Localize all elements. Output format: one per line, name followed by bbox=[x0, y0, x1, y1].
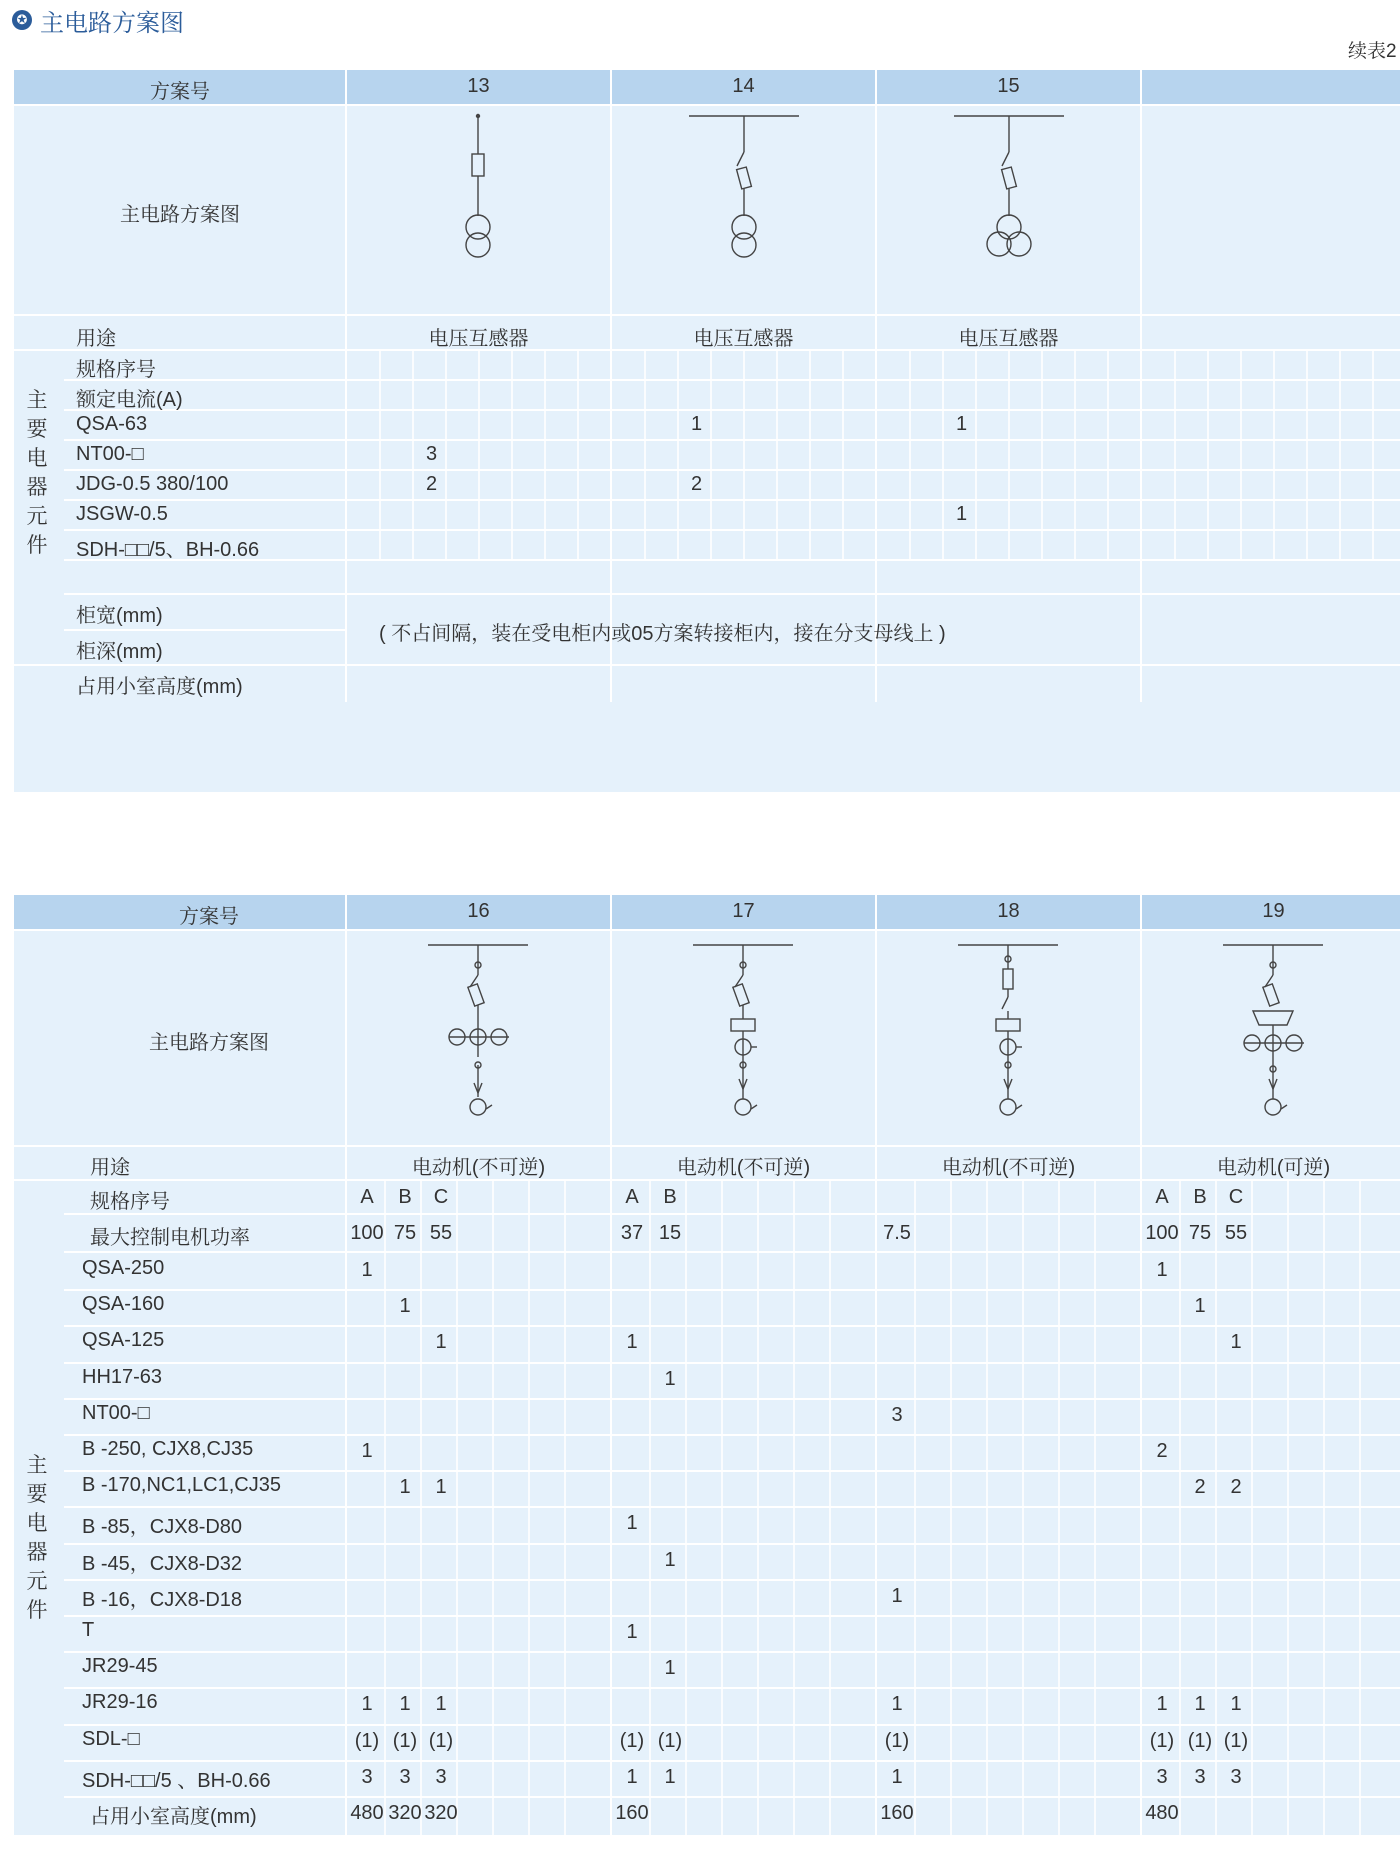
component-qty: 1 bbox=[1156, 1693, 1168, 1716]
component-qty: 1 bbox=[435, 1693, 447, 1716]
sub-column-divider bbox=[743, 349, 745, 559]
sub-column-divider bbox=[1323, 1181, 1325, 1835]
sub-column-divider bbox=[809, 349, 811, 559]
sub-column-divider bbox=[1287, 1181, 1289, 1835]
sub-column-divider bbox=[412, 349, 414, 559]
circuit-diagram-13 bbox=[346, 104, 611, 314]
row-divider bbox=[64, 1651, 1400, 1653]
sub-column-divider bbox=[1107, 349, 1109, 559]
power-value: 75 bbox=[393, 1222, 417, 1244]
scheme-number: 16 bbox=[467, 900, 490, 922]
sub-column-divider bbox=[492, 1181, 494, 1835]
component-qty: 2 bbox=[426, 473, 438, 495]
sub-column-divider bbox=[1207, 349, 1209, 559]
compartment-height-value: 160 bbox=[880, 1802, 914, 1824]
component-qty: 3 bbox=[1194, 1765, 1206, 1788]
row-divider bbox=[64, 629, 346, 631]
component-qty: 3 bbox=[1230, 1765, 1242, 1788]
scheme-number-label: 方案号 bbox=[179, 906, 239, 928]
component-qty: 1 bbox=[361, 1440, 373, 1462]
row-divider bbox=[64, 1543, 1400, 1545]
compartment-height-value: 320 bbox=[388, 1802, 422, 1824]
usage-value: 电压互感器 bbox=[428, 328, 529, 350]
component-label: B -85，CJX8-D80 bbox=[82, 1516, 243, 1539]
sub-column-divider bbox=[1008, 349, 1010, 559]
component-label: JDG-0.5 380/100 bbox=[76, 473, 229, 495]
component-qty: (1) bbox=[619, 1729, 645, 1752]
row-divider bbox=[64, 1289, 1400, 1291]
sub-column-divider bbox=[975, 349, 977, 559]
scheme-table-1 bbox=[14, 70, 1400, 702]
component-qty: 1 bbox=[626, 1331, 638, 1354]
row-divider bbox=[64, 379, 1400, 381]
component-qty: 1 bbox=[626, 1621, 638, 1643]
compartment-height-value: 480 bbox=[1145, 1802, 1179, 1824]
component-qty: (1) bbox=[354, 1729, 380, 1752]
usage-label: 用途 bbox=[76, 328, 116, 350]
component-qty: 2 bbox=[1156, 1440, 1168, 1462]
component-qty: 1 bbox=[691, 413, 703, 435]
power-value: 55 bbox=[1224, 1222, 1248, 1244]
component-qty: 1 bbox=[956, 413, 968, 435]
spec-value: A bbox=[360, 1186, 374, 1208]
circuit-diagram-19 bbox=[1141, 929, 1400, 1145]
component-label: B -250, CJX8,CJ35 bbox=[82, 1438, 254, 1460]
circuit-diagram-16 bbox=[346, 929, 611, 1145]
row-divider bbox=[64, 1506, 1400, 1508]
power-value: 55 bbox=[429, 1222, 453, 1244]
component-qty: 1 bbox=[1194, 1693, 1206, 1716]
component-label: SDH-□□/5、BH-0.66 bbox=[76, 539, 260, 561]
row-divider bbox=[64, 529, 1400, 531]
component-qty: 1 bbox=[664, 1367, 676, 1390]
component-qty: 3 bbox=[361, 1765, 373, 1788]
scheme-number: 18 bbox=[997, 900, 1020, 922]
sub-column-divider bbox=[721, 1181, 723, 1835]
cabinet-depth-label: 柜深(mm) bbox=[76, 641, 163, 663]
compartment-height-label: 占用小室高度(mm) bbox=[90, 1806, 257, 1828]
component-qty: (1) bbox=[1223, 1729, 1249, 1752]
sub-column-divider bbox=[909, 349, 911, 559]
component-qty: 1 bbox=[1156, 1259, 1168, 1281]
component-qty: 3 bbox=[435, 1765, 447, 1788]
usage-value: 电压互感器 bbox=[958, 328, 1059, 350]
scheme-number: 19 bbox=[1262, 900, 1285, 922]
row-divider bbox=[64, 1362, 1400, 1364]
component-qty: 1 bbox=[664, 1765, 676, 1788]
component-label: B -16，CJX8-D18 bbox=[82, 1588, 243, 1611]
group-label: 主要电器元件 bbox=[26, 389, 48, 557]
power-value: 37 bbox=[620, 1222, 644, 1244]
sub-column-divider bbox=[1094, 1181, 1096, 1835]
spec-value: A bbox=[625, 1186, 639, 1208]
component-qty: 1 bbox=[956, 503, 968, 525]
row-divider bbox=[64, 499, 1400, 501]
component-qty: 1 bbox=[435, 1476, 447, 1499]
component-qty: 1 bbox=[664, 1657, 676, 1680]
spec-value: B bbox=[398, 1186, 412, 1208]
component-label: 额定电流(A) bbox=[76, 389, 183, 411]
component-qty: 3 bbox=[399, 1765, 411, 1788]
sub-column-divider bbox=[1058, 1181, 1060, 1835]
row-divider bbox=[64, 1579, 1400, 1581]
sub-column-divider bbox=[950, 1181, 952, 1835]
component-qty: 1 bbox=[399, 1295, 411, 1318]
table1-header-row bbox=[14, 70, 1400, 104]
row-divider bbox=[64, 1687, 1400, 1689]
component-label: QSA-250 bbox=[82, 1257, 165, 1279]
sub-column-divider bbox=[1273, 349, 1275, 559]
row-divider bbox=[64, 1434, 1400, 1436]
sub-column-divider bbox=[757, 1181, 759, 1835]
component-qty: 1 bbox=[1230, 1693, 1242, 1716]
diagram-label: 主电路方案图 bbox=[120, 204, 240, 226]
component-qty: 1 bbox=[891, 1584, 903, 1607]
continued-label: 续表2 bbox=[1348, 41, 1397, 62]
circuit-diagram-18 bbox=[876, 929, 1141, 1145]
component-qty: 1 bbox=[626, 1512, 638, 1535]
sub-column-divider bbox=[379, 349, 381, 559]
component-label: T bbox=[82, 1619, 95, 1641]
scheme-number-label: 方案号 bbox=[150, 81, 210, 103]
component-label: JSGW-0.5 bbox=[76, 503, 168, 525]
sub-column-divider bbox=[564, 1181, 566, 1835]
table2-header-row bbox=[14, 895, 1400, 929]
compartment-height-label: 占用小室高度(mm) bbox=[76, 676, 243, 698]
component-label: QSA-125 bbox=[82, 1329, 165, 1352]
row-divider bbox=[64, 469, 1400, 471]
row-divider bbox=[64, 1724, 1400, 1726]
compartment-height-value: 480 bbox=[350, 1802, 384, 1824]
sub-column-divider bbox=[644, 349, 646, 559]
sub-column-divider bbox=[1306, 349, 1308, 559]
compartment-height-value: 320 bbox=[424, 1802, 458, 1824]
component-label: SDH-□□/5 、BH-0.66 bbox=[82, 1769, 271, 1792]
sub-column-divider bbox=[1339, 349, 1341, 559]
component-qty: 1 bbox=[1230, 1331, 1242, 1354]
component-qty: (1) bbox=[1187, 1729, 1213, 1752]
merged-note: ( 不占间隔，装在受电柜内或05方案转接柜内，接在分支母线上 ) bbox=[379, 623, 946, 645]
component-qty: 1 bbox=[891, 1693, 903, 1716]
component-qty: (1) bbox=[657, 1729, 683, 1752]
spec-value: A bbox=[1155, 1186, 1169, 1208]
circuit-diagram-17 bbox=[611, 929, 876, 1145]
sub-column-divider bbox=[677, 349, 679, 559]
group-label: 主要电器元件 bbox=[26, 1454, 48, 1622]
scheme-number: 17 bbox=[732, 900, 755, 922]
power-value: 75 bbox=[1188, 1222, 1212, 1244]
diagram-label: 主电路方案图 bbox=[149, 1032, 269, 1054]
scheme-number: 14 bbox=[732, 75, 755, 97]
usage-value: 电动机(可逆) bbox=[1216, 1157, 1331, 1179]
component-label: QSA-63 bbox=[76, 413, 148, 435]
row-divider bbox=[64, 409, 1400, 411]
component-qty: 1 bbox=[399, 1476, 411, 1499]
scheme-number: 13 bbox=[467, 75, 490, 97]
component-label: JR29-16 bbox=[82, 1691, 158, 1714]
row-divider bbox=[64, 1470, 1400, 1472]
power-value: 7.5 bbox=[883, 1222, 911, 1244]
sub-column-divider bbox=[776, 349, 778, 559]
sub-column-divider bbox=[710, 349, 712, 559]
row-divider bbox=[64, 1325, 1400, 1327]
power-label: 最大控制电机功率 bbox=[90, 1227, 250, 1249]
component-label: HH17-63 bbox=[82, 1365, 163, 1388]
sub-column-divider bbox=[544, 349, 546, 559]
component-qty: 1 bbox=[891, 1765, 903, 1788]
component-label: QSA-160 bbox=[82, 1293, 165, 1316]
scheme-table-2 bbox=[14, 895, 1400, 1835]
component-qty: 2 bbox=[691, 473, 703, 495]
power-value: 100 bbox=[350, 1222, 384, 1244]
sub-column-divider bbox=[986, 1181, 988, 1835]
row-divider bbox=[64, 1213, 1400, 1215]
circuit-diagram-14 bbox=[611, 104, 876, 314]
usage-value: 电动机(不可逆) bbox=[676, 1157, 811, 1179]
row-divider bbox=[64, 1398, 1400, 1400]
component-qty: 3 bbox=[426, 443, 438, 465]
row-divider bbox=[64, 559, 1400, 561]
component-label: B -170,NC1,LC1,CJ35 bbox=[82, 1474, 281, 1497]
component-label: NT00-□ bbox=[76, 443, 144, 465]
sub-column-divider bbox=[1074, 349, 1076, 559]
row-divider bbox=[14, 664, 1400, 666]
component-qty: 1 bbox=[361, 1693, 373, 1716]
component-qty: 1 bbox=[664, 1548, 676, 1571]
sub-column-divider bbox=[1359, 1181, 1361, 1835]
power-value: 15 bbox=[658, 1222, 682, 1244]
component-qty: 3 bbox=[1156, 1765, 1168, 1788]
section-title: 主电路方案图 bbox=[40, 9, 184, 37]
component-qty: 1 bbox=[1194, 1295, 1206, 1318]
sub-column-divider bbox=[1240, 349, 1242, 559]
circuit-diagram-15 bbox=[876, 104, 1141, 314]
component-qty: 2 bbox=[1230, 1476, 1242, 1499]
cabinet-width-label: 柜宽(mm) bbox=[76, 605, 163, 627]
row-divider bbox=[64, 439, 1400, 441]
spec-value: C bbox=[1228, 1186, 1244, 1208]
sub-column-divider bbox=[1174, 349, 1176, 559]
component-qty: 3 bbox=[891, 1403, 903, 1426]
component-label: JR29-45 bbox=[82, 1655, 158, 1678]
component-qty: (1) bbox=[1149, 1729, 1175, 1752]
power-value: 100 bbox=[1145, 1222, 1179, 1244]
component-label: B -45，CJX8-D32 bbox=[82, 1552, 243, 1575]
component-qty: 1 bbox=[435, 1331, 447, 1354]
sub-column-divider bbox=[1022, 1181, 1024, 1835]
spec-value: B bbox=[1193, 1186, 1207, 1208]
sub-column-divider bbox=[942, 349, 944, 559]
row-divider bbox=[64, 1251, 1400, 1253]
sub-column-divider bbox=[478, 349, 480, 559]
usage-label: 用途 bbox=[90, 1157, 130, 1179]
sub-column-divider bbox=[829, 1181, 831, 1835]
component-qty: 1 bbox=[399, 1693, 411, 1716]
usage-value: 电压互感器 bbox=[693, 328, 794, 350]
sub-column-divider bbox=[1372, 349, 1374, 559]
usage-value: 电动机(不可逆) bbox=[941, 1157, 1076, 1179]
component-qty: (1) bbox=[428, 1729, 454, 1752]
sub-column-divider bbox=[528, 1181, 530, 1835]
component-label: SDL-□ bbox=[82, 1727, 140, 1750]
sub-column-divider bbox=[1041, 349, 1043, 559]
sub-column-divider bbox=[793, 1181, 795, 1835]
component-qty: 1 bbox=[626, 1765, 638, 1788]
section-header bbox=[12, 2, 184, 38]
row-divider bbox=[64, 1615, 1400, 1617]
scheme-number: 15 bbox=[997, 75, 1020, 97]
sub-column-divider bbox=[577, 349, 579, 559]
spec-value: C bbox=[433, 1186, 449, 1208]
component-qty: 2 bbox=[1194, 1476, 1206, 1499]
spec-label: 规格序号 bbox=[90, 1191, 170, 1213]
row-divider bbox=[64, 593, 1400, 595]
component-qty: (1) bbox=[884, 1729, 910, 1752]
star-icon: ✪ bbox=[12, 10, 32, 30]
component-qty: (1) bbox=[392, 1729, 418, 1752]
usage-value: 电动机(不可逆) bbox=[411, 1157, 546, 1179]
spec-value: B bbox=[663, 1186, 677, 1208]
row-divider bbox=[64, 1760, 1400, 1762]
component-label: NT00-□ bbox=[82, 1401, 150, 1424]
compartment-height-value: 160 bbox=[615, 1802, 649, 1824]
component-label: 规格序号 bbox=[76, 359, 156, 381]
component-qty: 1 bbox=[361, 1259, 373, 1281]
sub-column-divider bbox=[511, 349, 513, 559]
sub-column-divider bbox=[842, 349, 844, 559]
row-divider bbox=[64, 1796, 1400, 1798]
